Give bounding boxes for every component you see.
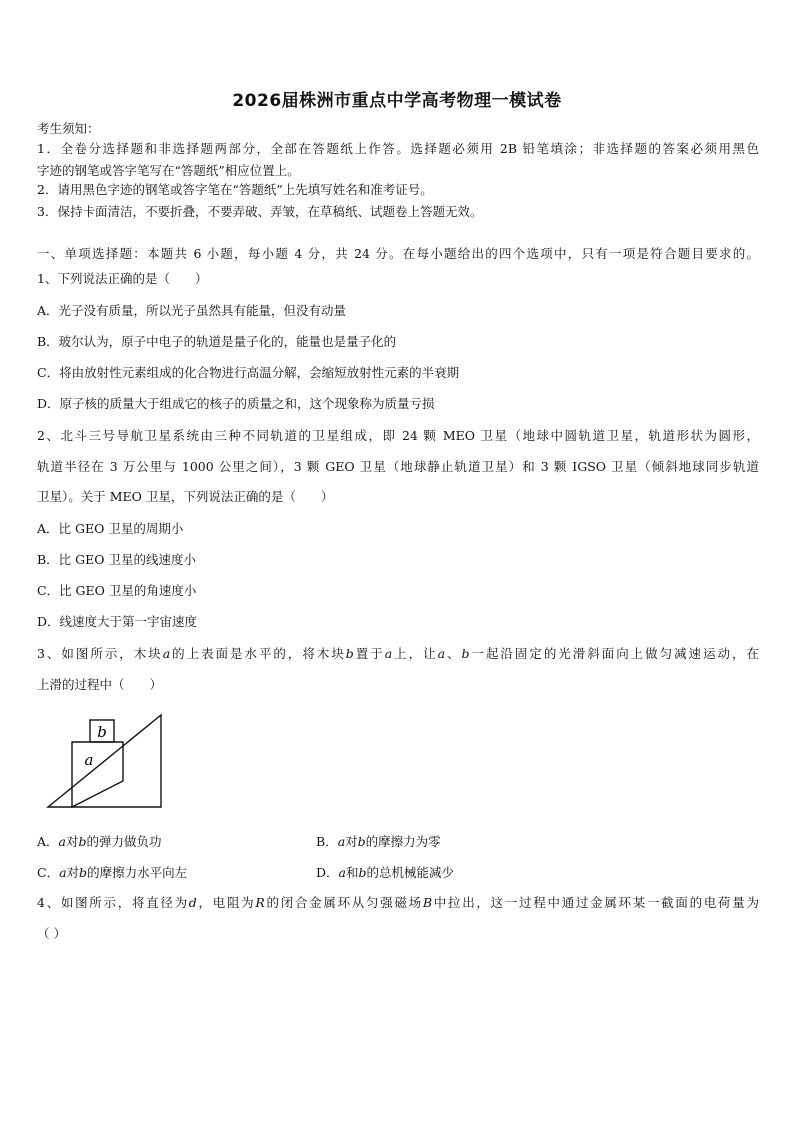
q2-option-c: C．比 GEO 卫星的角速度小 — [37, 583, 197, 598]
notice-item-3: 3．保持卡面清洁，不要折叠，不要弄破、弄皱，在草稿纸、试题卷上答题无效。 — [37, 204, 483, 219]
q2-option-a: A．比 GEO 卫星的周期小 — [37, 521, 184, 536]
q2-stem-line-3: 卫星）。关于 MEO 卫星，下列说法正确的是（ ） — [37, 489, 334, 504]
q3-option-a: A．a对b的弹力做负功 — [37, 834, 162, 849]
block-b-label: b — [97, 723, 107, 741]
q3-stem-line-2: 上滑的过程中（ ） — [37, 677, 163, 692]
page-title: 2026届株洲市重点中学高考物理一模试卷 — [232, 91, 562, 111]
notice-item-2: 2．请用黑色字迹的钢笔或答字笔在“答题纸”上先填写姓名和准考证号。 — [37, 182, 433, 197]
notice-item-1-line-1: 1．全卷分选择题和非选择题两部分，全部在答题纸上作答。选择题必须用 2B 铅笔填涂；非选择题的答案必须用黑色 — [37, 141, 759, 156]
q4-stem-line-2: （ ） — [37, 926, 66, 941]
q3-option-b: B．a对b的摩擦力为零 — [316, 834, 441, 849]
notice-item-1-line-2: 字迹的钢笔或答字笔写在“答题纸”相应位置上。 — [37, 163, 300, 178]
q1-option-a: A．光子没有质量，所以光子虽然具有能量，但没有动量 — [37, 303, 347, 318]
q3-stem-line-1: 3、如图所示，木块a的上表面是水平的，将木块b置于a上，让a、b一起沿固定的光滑斜面向上做匀减速运动，在 — [37, 646, 759, 661]
q1-option-c: C．将由放射性元素组成的化合物进行高温分解，会缩短放射性元素的半衰期 — [37, 365, 460, 380]
q2-option-d: D．线速度大于第一宇宙速度 — [37, 614, 198, 629]
block-a-label: a — [84, 751, 94, 769]
q3-option-c: C．a对b的摩擦力水平向左 — [37, 865, 188, 880]
q3-option-d: D．a和b的总机械能减少 — [316, 865, 455, 880]
q2-stem-line-2: 轨道半径在 3 万公里与 1000 公里之间），3 颗 GEO 卫星（地球静止轨道卫星）和 3 颗 IGSO 卫星（倾斜地球同步轨道 — [37, 459, 759, 474]
q1-stem: 1、下列说法正确的是（ ） — [37, 271, 208, 286]
q2-option-b: B．比 GEO 卫星的线速度小 — [37, 552, 196, 567]
q1-option-b: B．玻尔认为，原子中电子的轨道是量子化的，能量也是量子化的 — [37, 334, 397, 349]
q2-stem-line-1: 2、北斗三号导航卫星系统由三种不同轨道的卫星组成，即 24 颗 MEO 卫星（地球中圆轨道卫星，轨道形状为圆形， — [37, 428, 759, 443]
notice-heading: 考生须知： — [37, 121, 100, 136]
section-1-header: 一、单项选择题：本题共 6 小题，每小题 4 分，共 24 分。在每小题给出的四个选项中，只有一项是符合题目要求的。 — [37, 246, 759, 261]
incline-figure — [40, 708, 170, 812]
q1-option-d: D．原子核的质量大于组成它的核子的质量之和，这个现象称为质量亏损 — [37, 396, 435, 411]
q4-stem-line-1: 4、如图所示，将直径为d，电阻为R的闭合金属环从匀强磁场B中拉出，这一过程中通过金属环某一截面的电荷量为 — [37, 895, 759, 910]
